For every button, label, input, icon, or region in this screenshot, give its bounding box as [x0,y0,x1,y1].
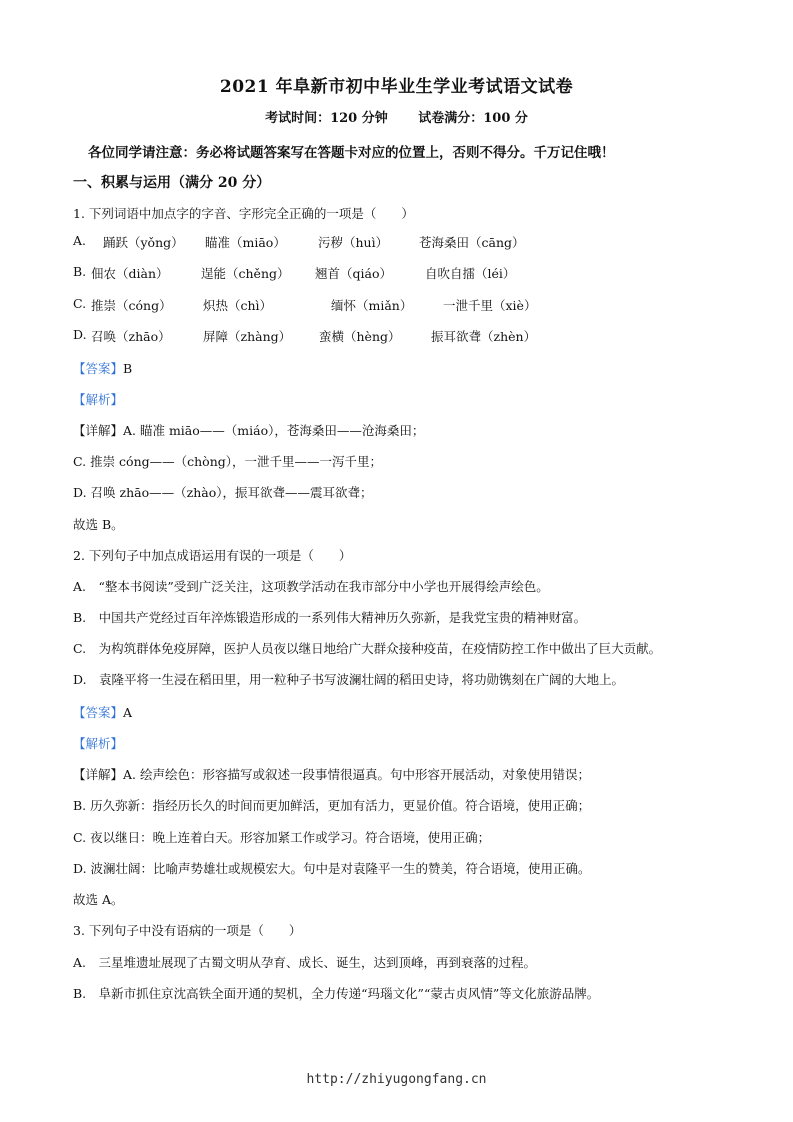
q1-option-item: 振耳欲聋（zhèn） [431,329,537,344]
answer-value: B [123,361,133,376]
q1-option-item: 蛮横（hèng） [319,329,401,344]
q1-stem: 1. 下列词语中加点字的字音、字形完全正确的一项是（ ） [73,206,414,221]
q2-option-c: C. 为构筑群体免疫屏障，医护人员夜以继日地给广大群众接种疫苗，在疫情防控工作中做出了巨大贡献。 [73,641,662,656]
exam-meta [0,107,793,126]
q1-option-a [73,233,525,250]
q2-answer [73,703,132,721]
q1-option-item: 炽热（chì） [203,298,273,313]
q1-option-label: B. [73,264,87,279]
q3-option-b: B. 阜新市抓住京沈高铁全面开通的契机，全力传递“玛瑙文化”“蒙古贞风情”等文化旅游品牌。 [73,986,600,1001]
q2-detail-line: D. 波澜壮阔：比喻声势雄壮或规模宏大。句中是对袁隆平一生的赞美，符合语境，使用正确。 [73,861,591,876]
exam-title: 2021 年阜新市初中毕业生学业考试语文试卷 [219,77,574,97]
q1-option-item: 屏障（zhàng） [203,329,292,344]
q1-option-c [73,296,537,313]
q1-detail-line: D. 召唤 zhāo——（zhào），振耳欲聋——震耳欲聋； [73,485,373,500]
q1-option-d [73,327,537,344]
q2-option-d: D. 袁隆平将一生浸在稻田里，用一粒种子书写波澜壮阔的稻田史诗，将功勋镌刻在广阔的大地上。 [73,672,625,687]
q1-option-item: 污秽（huì） [318,235,389,250]
q2-detail-line: C. 夜以继日：晚上连着白天。形容加紧工作或学习。符合语境，使用正确； [73,830,491,845]
q2-conclusion: 故选 A。 [73,892,124,907]
q2-option-b: B. 中国共产党经过百年淬炼锻造形成的一系列伟大精神历久弥新，是我党宝贵的精神财富。 [73,610,587,625]
q1-option-item: 逞能（chěng） [201,266,290,281]
q1-detail-line: C. 推崇 cóng——（chòng），一泄千里——一泻千里； [73,454,382,469]
exam-notice: 各位同学请注意：务必将试题答案写在答题卡对应的位置上，否则不得分。千万记住哦！ [88,145,615,161]
answer-tag: 【答案】 [73,361,124,376]
q1-option-item: 召唤（zhāo） [91,329,171,344]
q1-option-label: A. [73,233,87,248]
q2-detail-line: B. 历久弥新：指经历长久的时间而更加鲜活，更加有活力，更显价值。符合语境，使用正确； [73,798,591,813]
q2-option-a: A. “整本书阅读”受到广泛关注，这项教学活动在我市部分中小学也开展得绘声绘色。 [73,579,549,594]
q1-conclusion: 故选 B。 [73,517,124,532]
q3-stem: 3. 下列句子中没有语病的一项是（ ） [73,923,302,938]
q1-option-item: 自吹自擂（léi） [425,266,516,281]
q2-detail-line: 【详解】A. 绘声绘色：形容描写或叙述一段事情很逼真。句中形容开展活动，对象使用错误； [73,767,590,782]
q1-detail-line: 【详解】A. 瞄准 miāo——（miáo），苍海桑田——沧海桑田； [73,423,425,438]
q1-option-item: 推崇（cóng） [91,298,172,313]
answer-tag: 【答案】 [73,705,124,720]
q1-option-item: 瞄准（miāo） [205,235,286,250]
answer-value: A [123,705,133,720]
q1-answer [73,359,132,377]
q1-option-label: D. [73,327,87,342]
q1-option-item: 翘首（qiáo） [315,266,392,281]
q1-option-item: 苍海桑田（cāng） [419,235,525,250]
q3-option-a: A. 三星堆遗址展现了古蜀文明从孕育、成长、诞生，达到顶峰，再到衰落的过程。 [73,955,537,970]
q1-option-b [73,264,516,281]
q2-analysis-tag: 【解析】 [73,736,124,751]
exam-time: 考试时间：120 分钟 [265,111,388,126]
q2-stem: 2. 下列句子中加点成语运用有误的一项是（ ） [73,548,352,563]
q1-option-item: 一泄千里（xiè） [443,298,537,313]
q1-option-label: C. [73,296,87,311]
section-heading: 一、积累与运用（满分 20 分） [73,175,271,191]
q1-analysis-tag: 【解析】 [73,392,124,407]
source-url: http://zhiyugongfang.cn [306,1072,487,1087]
exam-score: 试卷满分：100 分 [418,111,528,126]
q1-option-item: 佃农（diàn） [91,266,169,281]
q1-option-item: 缅怀（miǎn） [331,298,413,313]
q1-option-item: 踊跃（yǒng） [103,235,184,250]
